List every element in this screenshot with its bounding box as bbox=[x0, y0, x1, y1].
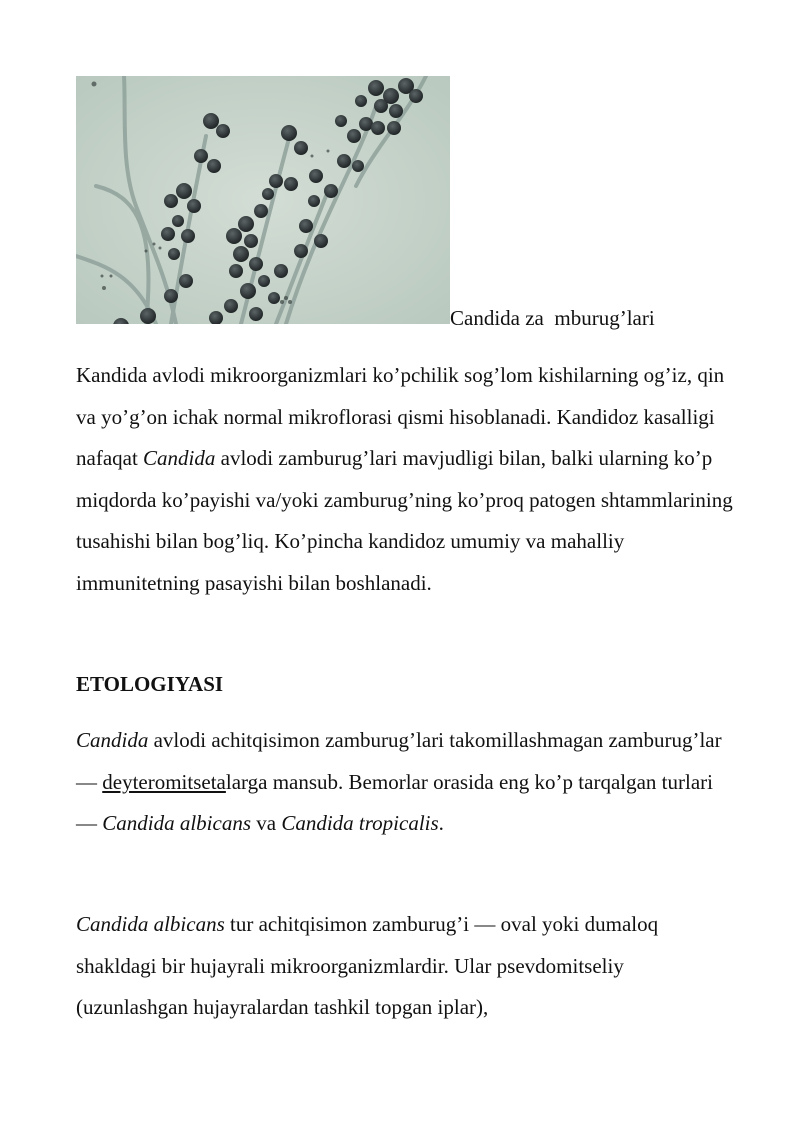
text-segment: va bbox=[251, 811, 282, 835]
paragraph-intro bbox=[76, 355, 736, 604]
paragraph-intro-rest: avlodi zamburug’lari mavjudligi bilan, balki ularning ko’p miqdorda ko’payishi va/yoki zamburug’ning ko’proq patogen shtammlarining tusahishi bilan bog’liq. Ko’pincha kandidoz umumiy va mahalliy immunitetning pasayishi bilan boshlanadi. bbox=[76, 446, 733, 595]
text-segment: tur achitqisimon zamburug’i — oval yoki dumaloq shakldagi bir hujayrali mikroorganizmlardir. Ular psevdomitseliy (uzunlashgan hujayralardan tashkil topgan iplar), bbox=[76, 912, 659, 1019]
candida-microscopy-illustration bbox=[76, 76, 450, 324]
section-heading: ETOLOGIYASI bbox=[76, 672, 224, 696]
species-name-italic: Candida albicans bbox=[76, 912, 225, 936]
paragraph-morphology bbox=[76, 904, 736, 1029]
species-name-italic: Candida albicans bbox=[102, 811, 252, 835]
deyteromitseta-link[interactable]: deyteromitseta bbox=[102, 769, 226, 794]
text-segment: larga mansub. Bemorlar orasida eng ko’p tarqalgan turlari — bbox=[76, 769, 713, 835]
genus-name-italic: Candida bbox=[76, 728, 149, 752]
paragraph-etiology bbox=[76, 720, 736, 845]
candida-microscopy-image bbox=[76, 76, 450, 324]
text-segment: . bbox=[438, 811, 444, 835]
text-segment: avlodi achitqisimon zamburug’lari takomillashmagan zamburug’lar — bbox=[76, 728, 722, 794]
paragraph-intro-text: Kandida avlodi mikroorganizmlari ko’pchilik sog’lom kishilarning og’iz, qin va yo’g’on ichak normal mikroflorasi qismi hisoblanadi. Kandidoz kasalligi nafaqat bbox=[76, 363, 725, 470]
genus-name-italic: Candida bbox=[143, 446, 216, 470]
figure-caption: Candida za mburug’lari bbox=[450, 306, 655, 330]
species-name-italic: Candida tropicalis bbox=[281, 811, 439, 835]
